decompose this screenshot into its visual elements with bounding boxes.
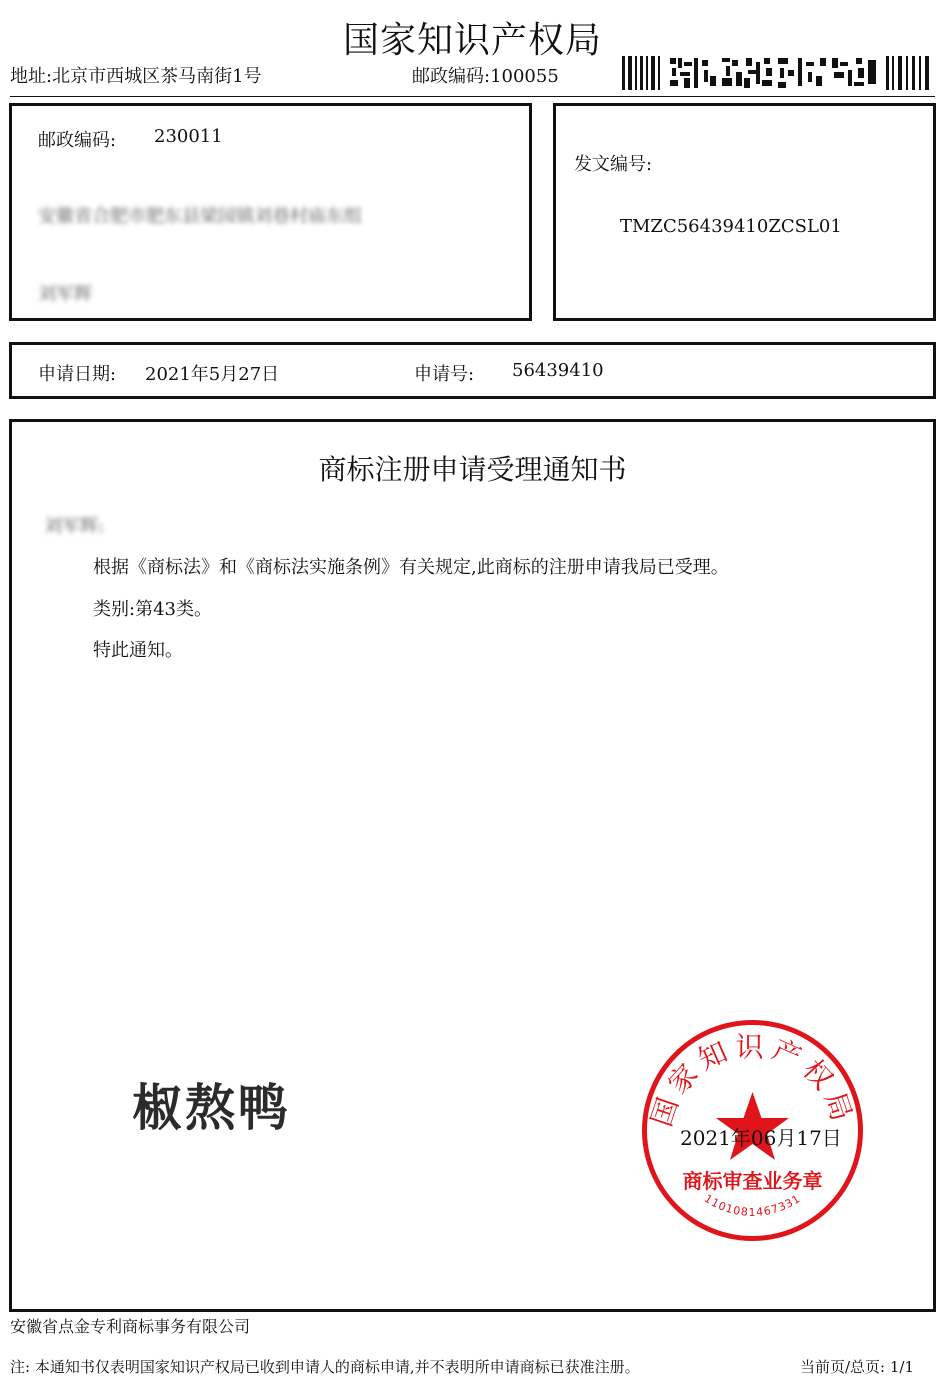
office-address: 地址:北京市西城区茶马南街1号 (10, 66, 262, 87)
notice-body: 根据《商标法》和《商标法实施条例》有关规定,此商标的注册申请我局已受理。 (93, 557, 729, 578)
office-postcode: 邮政编码:100055 (412, 66, 559, 87)
document-title: 国家知识产权局 (342, 20, 602, 61)
notice-title: 商标注册申请受理通知书 (318, 453, 627, 486)
document-number-label: 发文编号: (574, 154, 653, 175)
barcode-image (622, 56, 930, 90)
recipient-postcode-label: 邮政编码: (38, 130, 117, 151)
application-date-value: 2021年5月27日 (145, 364, 280, 385)
notice-category: 类别:第43类。 (93, 599, 212, 620)
application-number-label: 申请号: (414, 364, 475, 385)
notice-closing: 特此通知。 (93, 640, 183, 661)
seal-code-text: 1101081467331 (701, 1191, 804, 1219)
recipient-postcode-value: 230011 (154, 126, 223, 147)
seal-top-text: 国家知识产权局 (644, 1030, 861, 1131)
application-number-value: 56439410 (512, 360, 604, 381)
header-divider (10, 96, 935, 97)
recipient-box (9, 103, 532, 321)
seal-date: 2021年06月17日 (680, 1126, 842, 1150)
notice-salutation: 刘军辉: (44, 516, 105, 537)
recipient-address: 安徽省合肥市肥东县梁园镇刘巷村庙东组 (38, 206, 362, 227)
document-number-value: TMZC56439410ZCSL01 (620, 216, 842, 237)
recipient-name: 刘军辉 (38, 284, 92, 305)
agency-name: 安徽省点金专利商标事务有限公司 (10, 1317, 251, 1336)
application-date-label: 申请日期: (38, 364, 117, 385)
page-indicator: 当前页/总页: 1/1 (800, 1358, 915, 1376)
footer-note: 注: 本通知书仅表明国家知识产权局已收到申请人的商标申请,并不表明所申请商标已获准注册。 (10, 1358, 640, 1376)
document-number-box (553, 103, 936, 321)
application-info-box (9, 342, 936, 399)
seal-bottom-text: 商标审查业务章 (682, 1169, 823, 1193)
trademark-image: 椒熬鸭 (132, 1079, 291, 1137)
